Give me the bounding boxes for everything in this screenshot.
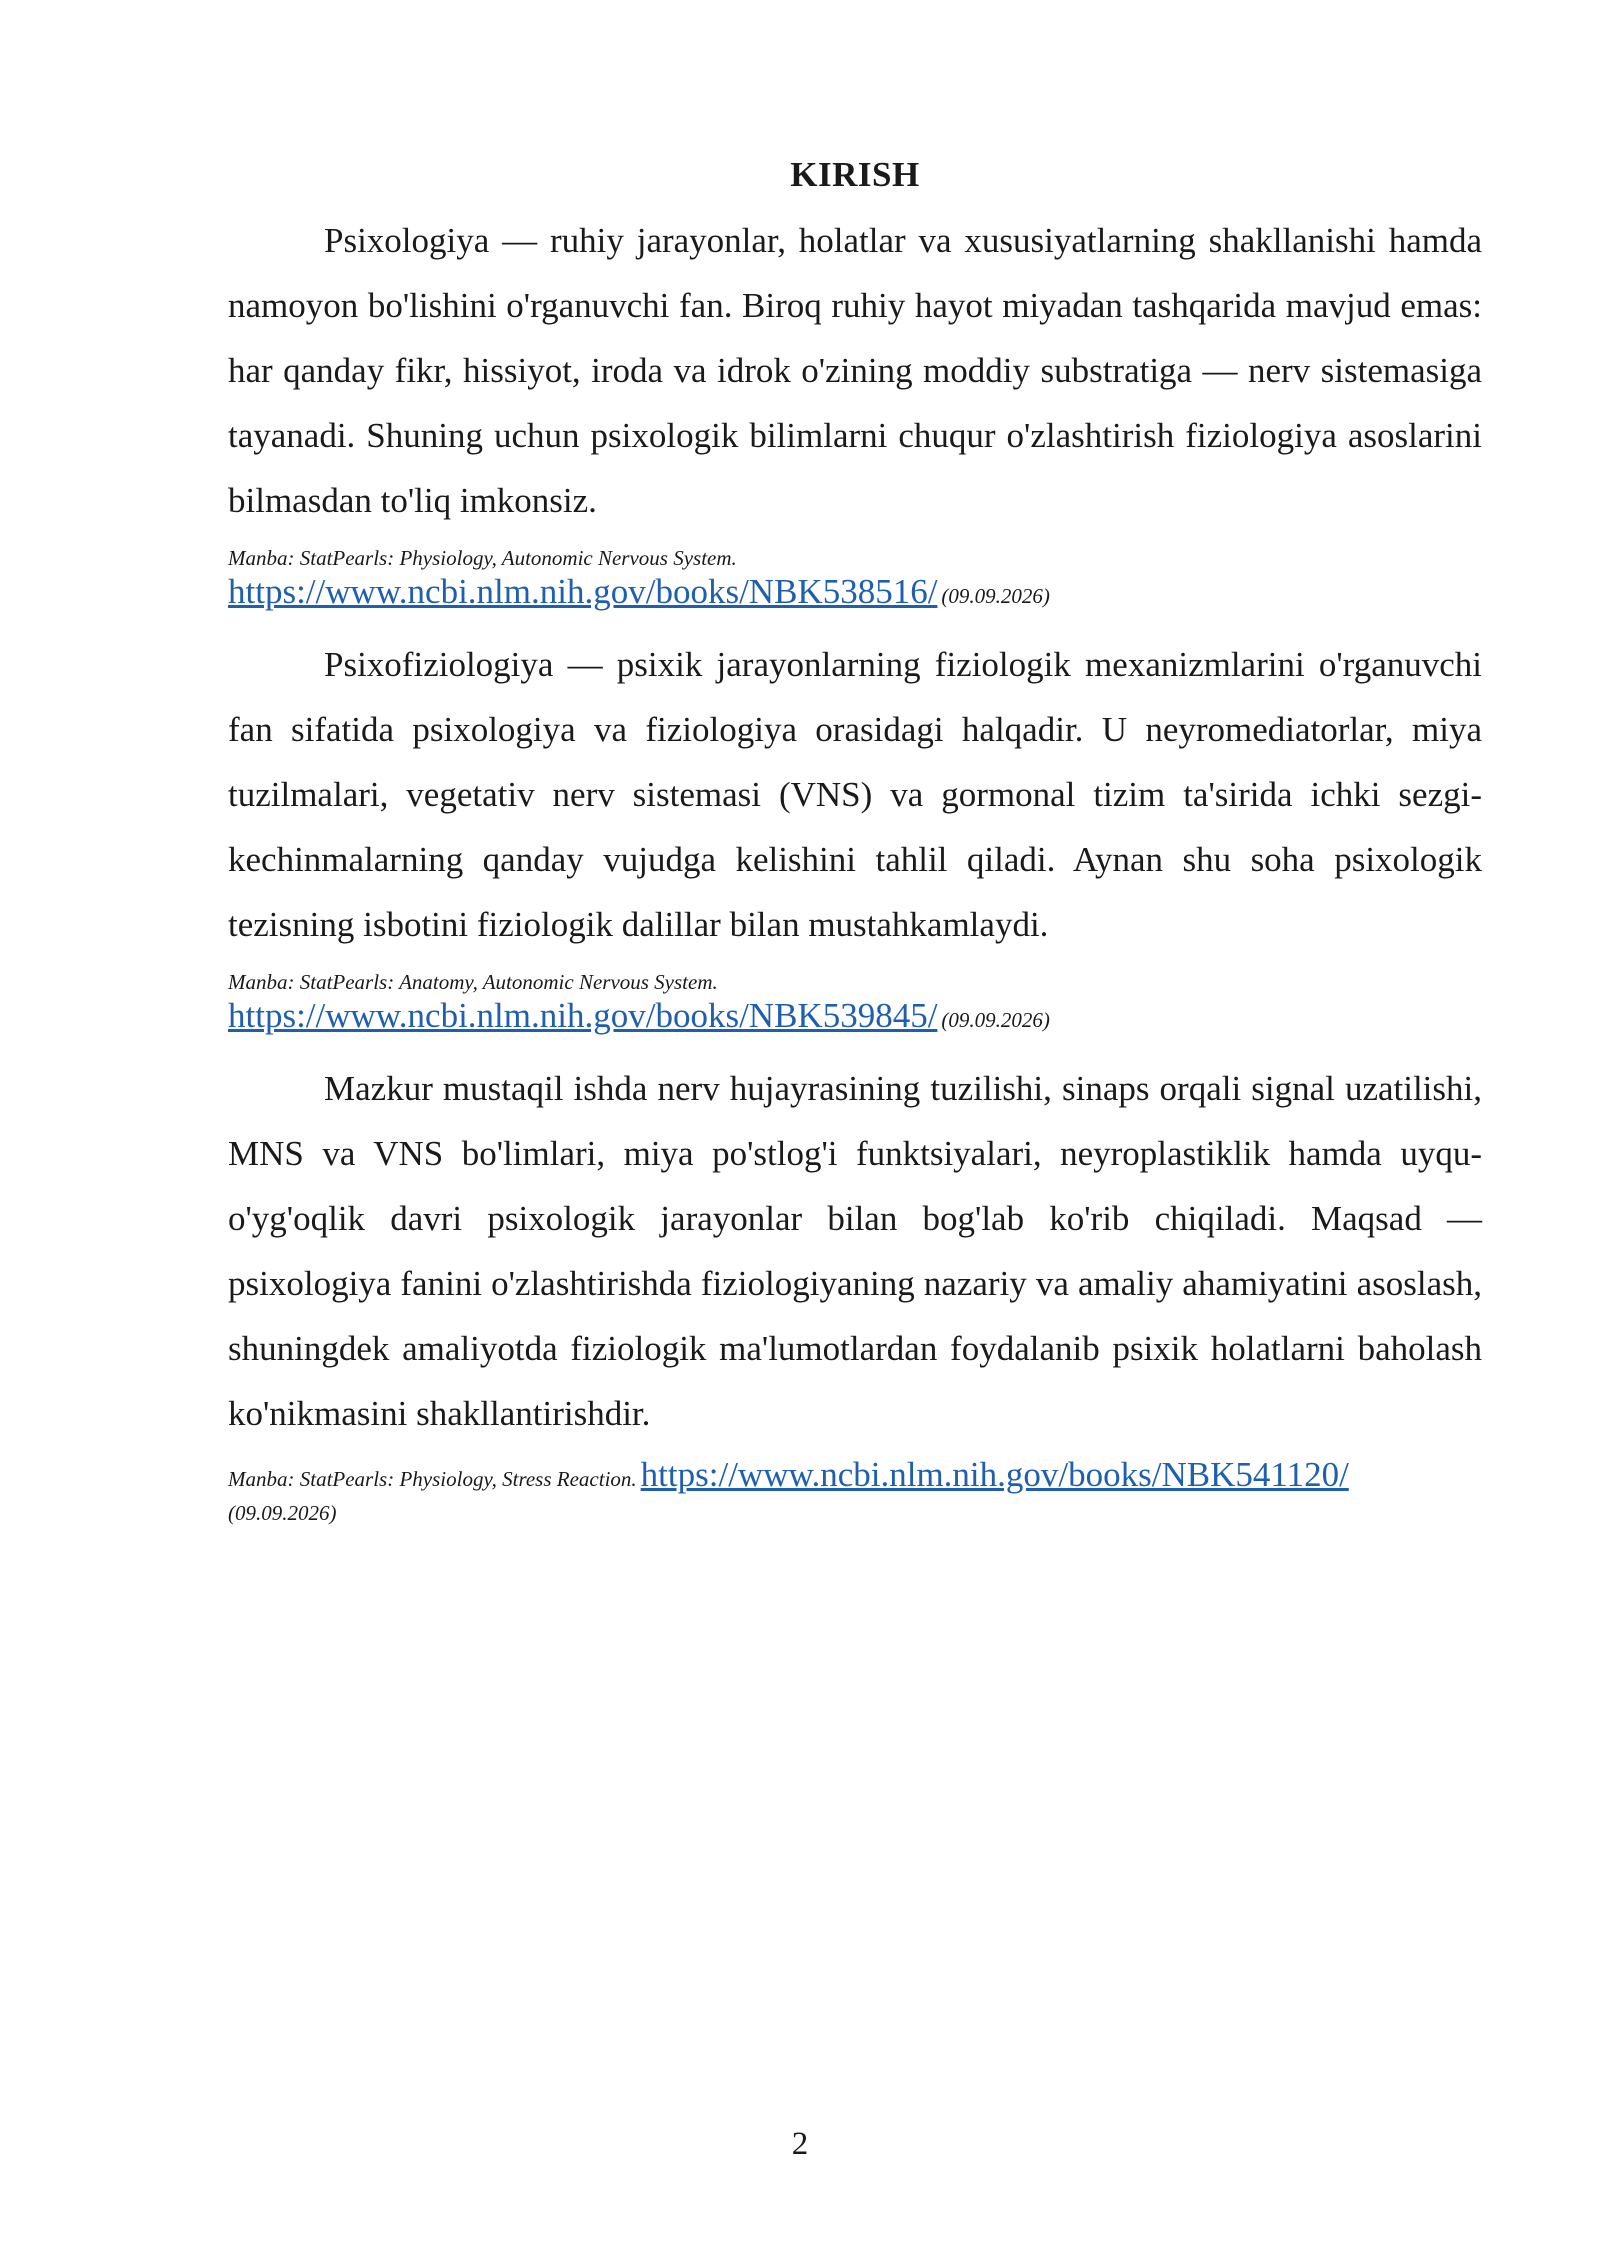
source-label: Manba: StatPearls: Physiology, Stress Reaction. — [228, 1467, 637, 1491]
source-link[interactable]: https://www.ncbi.nlm.nih.gov/books/NBK538516/ — [228, 572, 938, 611]
source-link[interactable]: https://www.ncbi.nlm.nih.gov/books/NBK539845/ — [228, 996, 938, 1035]
source-label: Manba: StatPearls: Anatomy, Autonomic Nervous System. — [228, 970, 718, 994]
intro-paragraph-2: Psixofiziologiya — psixik jarayonlarning fiziologik mexanizmlarini o'rganuvchi fan sifatida psixologiya va fiziologiya orasidagi halqadir. U neyromediatorlar, miya tuzilmalari, vegetativ nerv sistemasi (VNS) va gormonal tizim ta'sirida ichki sezgi-kechinmalarning qanday vujudga kelishini tahlil qiladi. Aynan shu soha psixologik tezisning isbotini fiziologik dalillar bilan mustahkamlaydi. — [228, 645, 1482, 944]
access-date: (09.09.2026) — [941, 1008, 1050, 1032]
page-number: 2 — [791, 2126, 809, 2162]
intro-paragraph-1: Psixologiya — ruhiy jarayonlar, holatlar va xususiyatlarning shakllanishi hamda namoyon bo'lishini o'rganuvchi fan. Biroq ruhiy hayot miyadan tashqarida mavjud emas: har qanday fikr, hissiyot, iroda va idrok o'zining moddiy substratiga — nerv sistemasiga tayanadi. Shuning uchun psixologik bilimlarni chuqur o'zlashtirish fiziologiya asoslarini bilmasdan to'liq imkonsiz. — [228, 221, 1482, 520]
source-link[interactable]: https://www.ncbi.nlm.nih.gov/books/NBK541120/ — [640, 1455, 1349, 1494]
page-content — [228, 150, 1482, 1540]
access-date: (09.09.2026) — [228, 1501, 337, 1525]
source-citation-3 — [228, 1456, 1482, 1526]
access-date: (09.09.2026) — [941, 584, 1050, 608]
source-citation-2 — [228, 967, 1482, 1042]
section-heading: KIRISH — [790, 155, 920, 194]
source-label: Manba: StatPearls: Physiology, Autonomic Nervous System. — [228, 546, 737, 570]
intro-paragraph-3: Mazkur mustaqil ishda nerv hujayrasining tuzilishi, sinaps orqali signal uzatilishi, MNS va VNS bo'limlari, miya po'stlog'i funktsiyalari, neyroplastiklik hamda uyqu-o'yg'oqlik davri psixologik jarayonlar bilan bog'lab ko'rib chiqiladi. Maqsad — psixologiya fanini o'zlashtirishda fiziologiyaning nazariy va amaliy ahamiyatini asoslash, shuningdek amaliyotda fiziologik ma'lumotlardan foydalanib psixik holatlarni baholash ko'nikmasini shakllantirishdir. — [228, 1069, 1482, 1433]
source-citation-1 — [228, 543, 1482, 618]
